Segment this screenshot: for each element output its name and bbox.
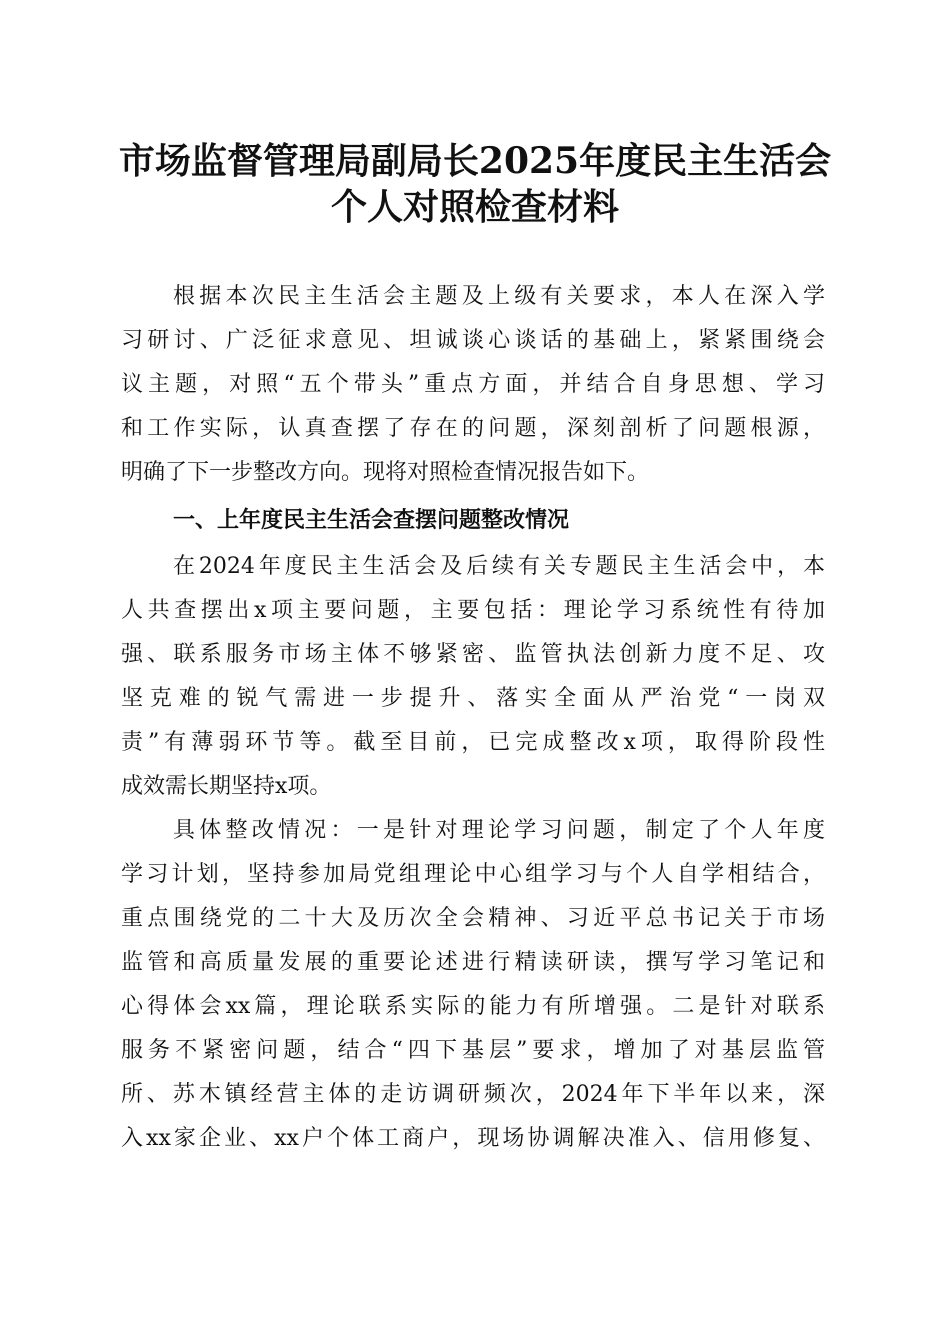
overview-line: 成效需长期坚持x项。 [121,774,332,799]
overview-line: 坚克难的锐气需进一步提升、落实全面从严治党“一岗双 [121,686,825,711]
overview-line: 在2024年度民主生活会及后续有关专题民主生活会中，本 [173,554,825,579]
intro-line: 根据本次民主生活会主题及上级有关要求，本人在深入学 [173,284,825,309]
details-line: 入xx家企业、xx户个体工商户，现场协调解决准入、信用修复、 [121,1126,825,1151]
overview-line: 强、联系服务市场主体不够紧密、监管执法创新力度不足、攻 [121,642,825,667]
details-line: 学习计划，坚持参加局党组理论中心组学习与个人自学相结合， [121,862,825,887]
details-line: 重点围绕党的二十大及历次全会精神、习近平总书记关于市场 [121,906,825,931]
details-line: 心得体会xx篇，理论联系实际的能力有所增强。二是针对联系 [121,994,825,1019]
details-line: 所、苏木镇经营主体的走访调研频次，2024年下半年以来，深 [121,1082,825,1107]
details-line: 服务不紧密问题，结合“四下基层”要求，增加了对基层监管 [121,1038,825,1063]
intro-line: 和工作实际，认真查摆了存在的问题，深刻剖析了问题根源， [121,416,825,441]
document-title-line-2: 个人对照检查材料 [330,186,619,228]
details-line: 具体整改情况：一是针对理论学习问题，制定了个人年度 [173,818,825,843]
document-title-line-1: 市场监督管理局副局长2025年度民主生活会 [118,140,832,182]
overview-line: 责”有薄弱环节等。截至目前，已完成整改x项，取得阶段性 [121,730,825,755]
intro-line: 习研讨、广泛征求意见、坦诚谈心谈话的基础上，紧紧围绕会 [121,328,825,353]
section-heading: 一、上年度民主生活会查摆问题整改情况 [173,508,570,533]
details-line: 监管和高质量发展的重要论述进行精读研读，撰写学习笔记和 [121,950,825,975]
intro-line: 明确了下一步整改方向。现将对照检查情况报告如下。 [121,460,650,485]
intro-line: 议主题，对照“五个带头”重点方面，并结合自身思想、学习 [121,372,825,397]
overview-line: 人共查摆出x项主要问题，主要包括：理论学习系统性有待加 [121,598,825,623]
